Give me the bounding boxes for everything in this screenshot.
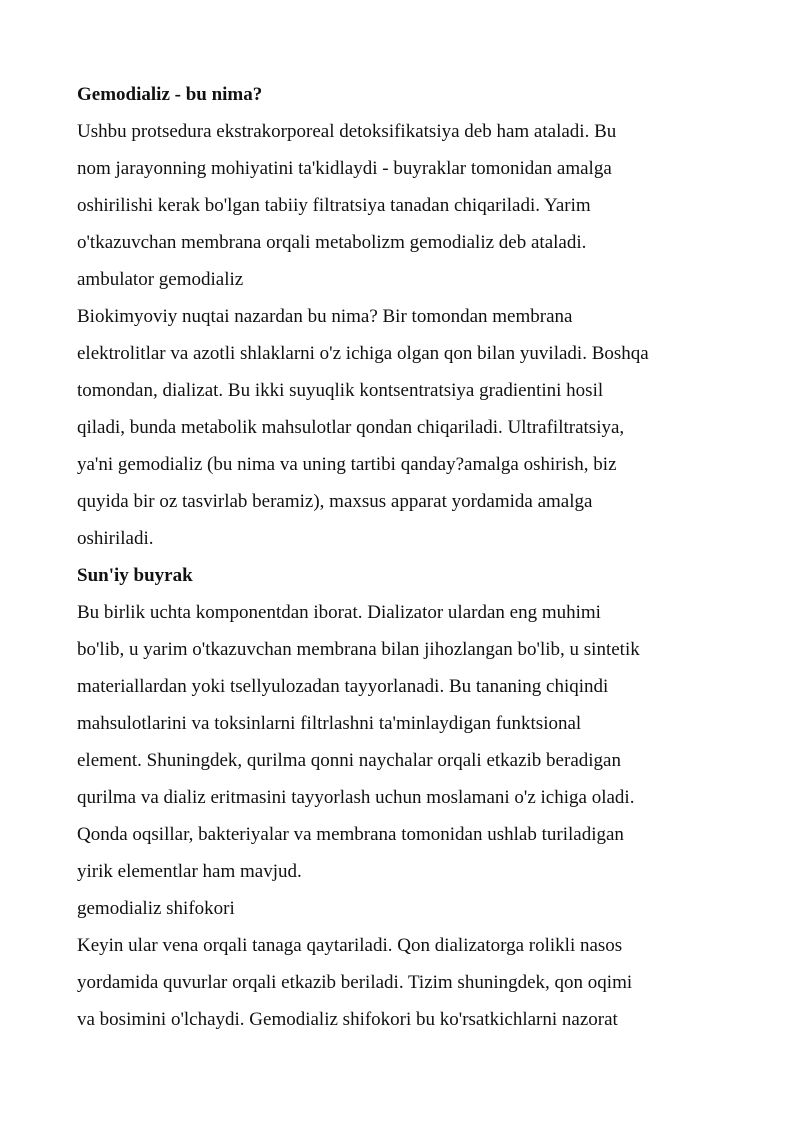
text-line: nom jarayonning mohiyatini ta'kidlaydi - buyraklar tomonidan amalga: [77, 158, 612, 179]
text-line: Keyin ular vena orqali tanaga qaytariladi. Qon dializatorga rolikli nasos: [77, 935, 623, 956]
text-line: oshirilishi kerak bo'lgan tabiiy filtratsiya tanadan chiqariladi. Yarim: [77, 195, 591, 216]
text-line: oshiriladi.: [77, 528, 154, 549]
text-line: Qonda oqsillar, bakteriyalar va membrana tomonidan ushlab turiladigan: [77, 824, 624, 845]
text-line: Ushbu protsedura ekstrakorporeal detoksifikatsiya deb ham ataladi. Bu: [77, 121, 617, 142]
document-page: [77, 76, 737, 1038]
text-line: qurilma va dializ eritmasini tayyorlash uchun moslamani o'z ichiga oladi.: [77, 787, 635, 808]
text-line: qiladi, bunda metabolik mahsulotlar qondan chiqariladi. Ultrafiltratsiya,: [77, 417, 625, 438]
text-line: yirik elementlar ham mavjud.: [77, 861, 302, 882]
text-line: o'tkazuvchan membrana orqali metabolizm gemodializ deb ataladi.: [77, 232, 587, 253]
paragraph-biochemistry: [77, 298, 737, 557]
text-line: mahsulotlarini va toksinlarni filtrlashni ta'minlaydigan funktsional: [77, 713, 582, 734]
text-line: Bu birlik uchta komponentdan iborat. Dializator ulardan eng muhimi: [77, 602, 601, 623]
paragraph-process: [77, 927, 737, 1038]
paragraph-components: [77, 594, 737, 890]
text-line: quyida bir oz tasvirlab beramiz), maxsus apparat yordamida amalga: [77, 491, 593, 512]
text-line: Biokimyoviy nuqtai nazardan bu nima? Bir tomondan membrana: [77, 306, 573, 327]
section-heading-what-is-hemodialysis: Gemodializ - bu nima?: [77, 84, 263, 105]
text-line: element. Shuningdek, qurilma qonni naychalar orqali etkazib beradigan: [77, 750, 621, 771]
section-heading-artificial-kidney: Sun'iy buyrak: [77, 565, 193, 586]
text-line: ya'ni gemodializ (bu nima va uning tartibi qanday?amalga oshirish, biz: [77, 454, 617, 475]
text-line: tomondan, dializat. Bu ikki suyuqlik kontsentratsiya gradientini hosil: [77, 380, 604, 401]
text-line: bo'lib, u yarim o'tkazuvchan membrana bilan jihozlangan bo'lib, u sintetik: [77, 639, 640, 660]
paragraph-intro: [77, 113, 737, 261]
text-line: elektrolitlar va azotli shlaklarni o'z ichiga olgan qon bilan yuviladi. Boshqa: [77, 343, 649, 364]
image-caption-ambulatory: ambulator gemodializ: [77, 269, 244, 290]
text-line: materiallardan yoki tsellyulozadan tayyorlanadi. Bu tananing chiqindi: [77, 676, 609, 697]
text-line: va bosimini o'lchaydi. Gemodializ shifokori bu ko'rsatkichlarni nazorat: [77, 1009, 618, 1030]
image-caption-doctor: gemodializ shifokori: [77, 898, 235, 919]
text-line: yordamida quvurlar orqali etkazib beriladi. Tizim shuningdek, qon oqimi: [77, 972, 633, 993]
